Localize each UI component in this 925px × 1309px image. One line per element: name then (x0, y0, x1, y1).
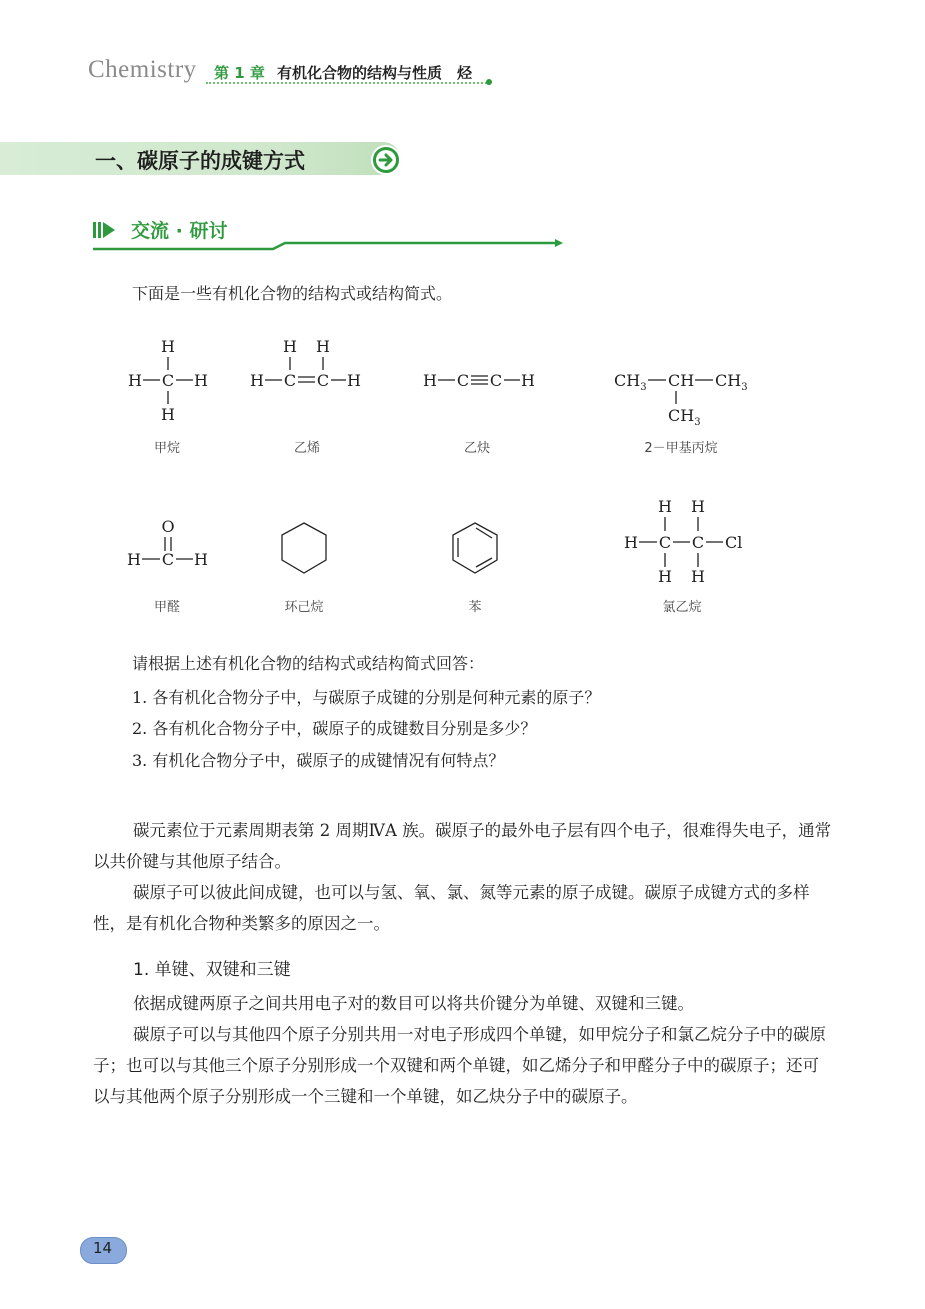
label-methane: 甲烷 (153, 441, 180, 456)
label-formaldehyde: 甲醛 (153, 600, 180, 615)
svg-text:H: H (283, 337, 297, 356)
svg-text:O: O (161, 517, 175, 536)
benzene-ring (453, 523, 497, 573)
header-title: 有机化合物的结构与性质 烃 (277, 64, 473, 82)
body-paragraph: 依据成键两原子之间共用电子对的数目可以将共价键分为单键、双键和三键。 (133, 994, 694, 1013)
svg-text:C: C (456, 371, 470, 390)
svg-text:C: C (161, 550, 175, 569)
svg-text:H: H (624, 533, 638, 552)
ethylene-structure (250, 337, 361, 390)
label-methylpropane: 2－甲基丙烷 (644, 441, 718, 456)
label-cyclohexane: 环己烷 (284, 600, 324, 615)
formaldehyde-structure (127, 517, 208, 569)
svg-text:H: H (316, 337, 330, 356)
play-bars-icon (93, 220, 117, 240)
intro-text: 下面是一些有机化合物的结构式或结构简式。 (132, 284, 453, 303)
acetylene-structure (423, 371, 535, 390)
svg-text:H: H (127, 550, 141, 569)
body-paragraph: 碳原子可以彼此间成键，也可以与氢、氧、氯、氮等元素的原子成键。碳原子成键方式的多样性，是有机化合物种类繁多的原因之一。 (93, 883, 810, 933)
svg-text:C: C (691, 533, 705, 552)
svg-text:C: C (283, 371, 297, 390)
svg-text:H: H (194, 371, 208, 390)
svg-text:C: C (161, 371, 175, 390)
chloroethane-structure (624, 497, 742, 586)
svg-text:CH3: $CH_3$ (715, 371, 748, 393)
methane-structure (128, 337, 208, 424)
svg-text:H: H (521, 371, 535, 390)
svg-text:CH: CH (668, 371, 695, 390)
structures-figure (0, 320, 925, 620)
svg-text:H: H (128, 371, 142, 390)
svg-text:H: H (658, 497, 672, 516)
body-paragraph: 碳元素位于元素周期表第 2 周期ⅣA 族。碳原子的最外电子层有四个电子，很难得失电子，通常以共价键与其他原子结合。 (93, 821, 832, 871)
svg-text:H: H (423, 371, 437, 390)
svg-text:H: H (691, 497, 705, 516)
svg-text:Cl: Cl (725, 533, 743, 552)
svg-text:H: H (658, 567, 672, 586)
label-chloroethane: 氯乙烷 (662, 600, 702, 615)
question-item: 3. 有机化合物分子中，碳原子的成键情况有何特点？ (132, 751, 505, 770)
svg-text:C: C (489, 371, 503, 390)
header-divider (206, 82, 490, 84)
svg-text:H: H (161, 405, 175, 424)
body-subheading: 1. 单键、双键和三键 (133, 960, 291, 980)
header-subject: Chemistry (88, 56, 197, 83)
svg-text:H: H (347, 371, 361, 390)
svg-text:H: H (250, 371, 264, 390)
svg-text:CH3: $CH_3$ (614, 371, 647, 393)
label-acetylene: 乙炔 (463, 441, 490, 456)
question-item: 1. 各有机化合物分子中，与碳原子成键的分别是何种元素的原子？ (132, 688, 601, 707)
questions-prompt: 请根据上述有机化合物的结构式或结构简式回答： (132, 654, 485, 673)
svg-text:H: H (194, 550, 208, 569)
label-benzene: 苯 (468, 600, 482, 615)
svg-text:H: H (161, 337, 175, 356)
page-number: 14 (92, 1239, 113, 1257)
svg-text:C: C (658, 533, 672, 552)
subsection-underline (93, 238, 563, 252)
question-item: 2. 各有机化合物分子中，碳原子的成键数目分别是多少？ (132, 719, 537, 738)
cyclohexane-ring (282, 523, 326, 573)
svg-text:CH3: $CH_3$ (668, 406, 701, 428)
subsection-title: 交流 · 研讨 (131, 220, 228, 242)
svg-text:C: C (316, 371, 330, 390)
methylpropane-structure (614, 371, 748, 428)
header-chapter: 第 1 章 (214, 64, 265, 82)
svg-text:H: H (691, 567, 705, 586)
arrow-right-circle-icon (371, 145, 401, 175)
label-ethylene: 乙烯 (293, 441, 320, 456)
header-divider-dot (486, 79, 492, 85)
body-paragraph: 碳原子可以与其他四个原子分别共用一对电子形成四个单键，如甲烷分子和氯乙烷分子中的碳原子；也可以与其他三个原子分别形成一个双键和两个单键，如乙烯分子和甲醛分子中的碳原子；还可以与其他两个原子分别形成一个三键和一个单键，如乙炔分子中的碳原子。 (93, 1025, 826, 1106)
section-title: 一、碳原子的成键方式 (95, 149, 305, 173)
